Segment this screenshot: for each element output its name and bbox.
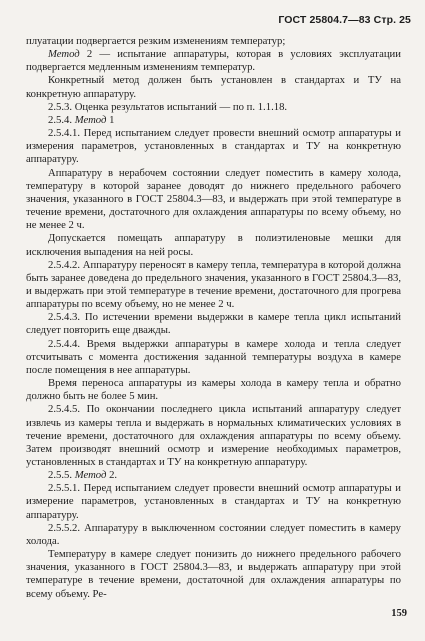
paragraph <box>26 469 401 482</box>
paragraph <box>26 127 401 166</box>
method-label: Метод <box>74 113 107 126</box>
paragraph-text: 2.5.4.2. Аппаратуру переносят в камеру тепла, температура в которой должна быть заранее доведена до предельного значения, указанного в ГОСТ 25804.3—83, и выдержать при этой температуре в течение времени, достаточного для прогрева аппаратуры по всему объему, но не менее 2 ч. <box>26 258 401 311</box>
paragraph-text: 2.5.4.1. Перед испытанием следует провести внешний осмотр аппаратуры и измерения параметров, установленных в стандартах и ТУ на конкретную аппаратуру. <box>26 127 401 166</box>
paragraph <box>26 35 401 48</box>
paragraph-text: 2.5.5.1. Перед испытанием следует провести внешний осмотр аппаратуры и измерение параметров, установленных в стандартах и ТУ на конкретную аппаратуру. <box>26 482 401 521</box>
paragraph-text: Аппаратуру в нерабочем состоянии следует поместить в камеру холода, температуру в которой заранее доводят до нижнего предельного рабочего значения, указанного в ГОСТ 25804.3—83, и выдержать при этой температуре в течение времени, достаточного для охлаждения аппаратуры по всему объему, но не менее 2 ч. <box>26 166 401 232</box>
gost-number: ГОСТ 25804.7—83 <box>278 14 371 26</box>
paragraph <box>26 403 401 469</box>
section-number: 2.5.4. <box>48 113 75 126</box>
method-label: Метод <box>74 469 107 482</box>
paragraph <box>26 167 401 233</box>
paragraph-text: Время переноса аппаратуры из камеры холода в камеру тепла и обратно должно быть не более 5 мин. <box>26 377 401 403</box>
paragraph-text: 2.5.4.4. Время выдержки аппаратуры в камере холода и тепла следует отсчитывать с момента достижения заданной температуры воздуха в камере после помещения в нее аппаратуры. <box>26 337 401 376</box>
method-number: 2. <box>106 469 118 482</box>
paragraph <box>26 259 401 312</box>
method-number: 1 <box>106 113 115 126</box>
paragraph-text: 2.5.4.5. По окончании последнего цикла испытаний аппаратуру следует извлечь из камеры тепла и выдержать в нормальных климатических условиях в течение времени, достаточного для охлаждения аппаратуры по всему объему. Затем производят внешний осмотр и измерение необходимых параметров, установленных в стандартах и ТУ на конкретную аппаратуру. <box>26 403 401 468</box>
paragraph <box>26 114 401 127</box>
section-number: 2.5.5. <box>48 469 75 482</box>
paragraph-text: 2.5.3. Оценка результатов испытаний — по п. 1.1.18. <box>48 100 288 113</box>
paragraph <box>26 48 401 74</box>
body-text <box>26 35 401 601</box>
page-header <box>278 14 411 26</box>
page-number: 159 <box>391 608 407 619</box>
paragraph <box>26 377 401 403</box>
paragraph <box>26 311 401 337</box>
paragraph-text: 2.5.5.2. Аппаратуру в выключенном состоянии следует поместить в камеру холода. <box>26 521 401 547</box>
paragraph-text: Допускается помещать аппаратуру в полиэтиленовые мешки для исключения выпадения на ней росы. <box>26 232 401 258</box>
paragraph-text: плуатации подвергается резким изменениям температур; <box>26 35 286 47</box>
paragraph-text: Конкретный метод должен быть установлен в стандартах и ТУ на конкретную аппаратуру. <box>26 74 401 100</box>
paragraph-text: Температуру в камере следует понизить до нижнего предельного рабочего значения, указанного в ГОСТ 25804.3—83, и выдержать аппаратуру при этой температуре в течение времени, достаточной для охлаждения аппаратуры по всему объему. Ре- <box>26 548 401 600</box>
paragraph-text: 2.5.4.3. По истечении времени выдержки в камере тепла цикл испытаний следует повторить еще дважды. <box>26 311 401 337</box>
paragraph-text: 2 — испытание аппаратуры, которая в условиях эксплуатации подвергается медленным изменениям температур. <box>26 48 401 74</box>
page-label: Стр. 25 <box>373 14 411 26</box>
paragraph <box>26 482 401 521</box>
paragraph <box>26 232 401 258</box>
paragraph <box>26 548 401 601</box>
paragraph <box>26 338 401 377</box>
method-label: Метод <box>48 48 80 61</box>
paragraph <box>26 101 401 114</box>
paragraph <box>26 522 401 548</box>
paragraph <box>26 74 401 100</box>
